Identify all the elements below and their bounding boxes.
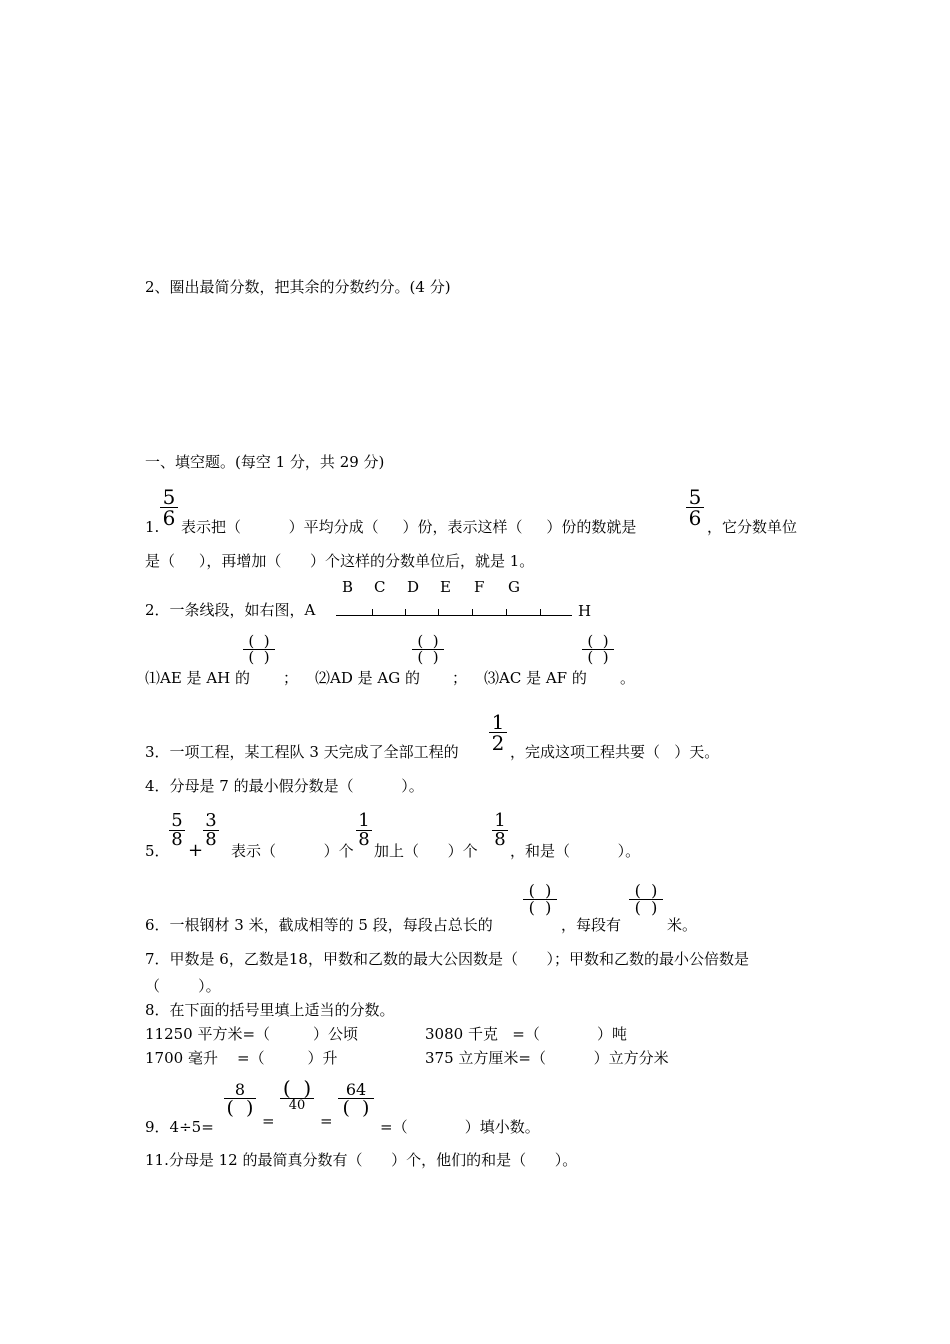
q1-fraction-b-numerator: 5 (688, 485, 702, 509)
q2-fraction-1-numerator[interactable]: ( ) (248, 632, 270, 650)
q3-text-a: 3．一项工程，某工程队 3 天完成了全部工程的 (145, 743, 459, 761)
q2-fraction-3-denominator[interactable]: ( ) (587, 648, 609, 666)
q9-text-b: =（ ）填小数。 (380, 1118, 540, 1136)
q6-fraction-1 (523, 883, 557, 916)
q9-fraction-3 (338, 1082, 374, 1118)
q2-part3: ⑶AC 是 AF 的 (484, 669, 587, 687)
q6-text-c: 米。 (667, 916, 698, 934)
q9-fraction-1-denominator[interactable]: ( ) (226, 1097, 254, 1119)
q5-fraction-3 (356, 812, 372, 849)
q8-row2-right: 375 立方厘米=（ ）立方分米 (425, 1049, 669, 1067)
q5-number: 5． (145, 842, 170, 860)
segment-tick-2 (405, 609, 406, 615)
q1-fraction-a-numerator: 5 (162, 485, 176, 509)
q5-plus: + (188, 840, 204, 861)
segment-tick-5 (506, 609, 507, 615)
q6-fraction-2-numerator[interactable]: ( ) (634, 881, 658, 900)
q8-row1-right: 3080 千克 =（ ）吨 (425, 1025, 628, 1043)
q3-fraction-denominator: 2 (491, 731, 505, 755)
point-label-c: C (374, 578, 386, 596)
q2-fraction-3-numerator[interactable]: ( ) (587, 632, 609, 650)
q5-text-b: 加上（ ）个 (374, 842, 478, 860)
segment-tick-4 (472, 609, 473, 615)
q9-fraction-3-denominator[interactable]: ( ) (342, 1097, 370, 1119)
q5-text-c: ，和是（ ）。 (510, 842, 641, 860)
q5-fraction-2-denominator: 8 (205, 829, 217, 850)
q3-text-b: ，完成这项工程共要（ ）天。 (510, 743, 720, 761)
point-label-e: E (440, 578, 451, 596)
q1-fraction-b (686, 487, 704, 528)
q5-fraction-3-denominator: 8 (358, 829, 370, 850)
q9-fraction-3-numerator: 64 (345, 1080, 367, 1099)
point-label-d: D (407, 578, 420, 596)
q7-line2: （ ）。 (145, 977, 221, 995)
q1-text-b: ，它分数单位 (707, 518, 798, 536)
q9-fraction-2 (280, 1078, 314, 1112)
q5-fraction-1-numerator: 5 (171, 810, 183, 831)
q8-title: 8．在下面的括号里填上适当的分数。 (145, 1001, 395, 1019)
point-label-b: B (342, 578, 354, 596)
q2-part3-end: 。 (620, 669, 636, 687)
q3-fraction-numerator: 1 (491, 710, 505, 734)
q8-row2-left: 1700 毫升 =（ ）升 (145, 1049, 338, 1067)
q9-equals-1: = (262, 1112, 275, 1130)
segment-tick-1 (372, 609, 373, 615)
q2-fraction-ad-ag (412, 634, 444, 665)
q2-text: 2．一条线段，如右图，A (145, 601, 316, 619)
q2-end-label: H (578, 602, 592, 620)
q5-fraction-1 (169, 812, 185, 849)
q5-fraction-4-denominator: 8 (494, 829, 506, 850)
q9-equals-2: = (320, 1112, 333, 1130)
q2-part1-end: ； (283, 669, 299, 687)
q6-text-a: 6．一根钢材 3 米，截成相等的 5 段，每段占总长的 (145, 916, 493, 934)
q2-circle-title: 2、圈出最简分数，把其余的分数约分。(4 分) (145, 278, 451, 296)
q9-fraction-2-numerator[interactable]: ( ) (282, 1076, 312, 1100)
q6-fraction-2-denominator[interactable]: ( ) (634, 898, 658, 917)
q5-fraction-2-numerator: 3 (205, 810, 217, 831)
q5-fraction-4 (492, 812, 508, 849)
point-label-f: F (474, 578, 485, 596)
q2-fraction-2-numerator[interactable]: ( ) (417, 632, 439, 650)
q6-fraction-1-denominator[interactable]: ( ) (528, 898, 552, 917)
q2-fraction-1-denominator[interactable]: ( ) (248, 648, 270, 666)
q9-fraction-1 (224, 1082, 256, 1118)
q2-part2: ⑵AD 是 AG 的 (315, 669, 420, 687)
q2-fraction-2-denominator[interactable]: ( ) (417, 648, 439, 666)
q4-text: 4．分母是 7 的最小假分数是（ ）。 (145, 777, 424, 795)
q8-row1-left: 11250 平方米=（ ）公顷 (145, 1025, 358, 1043)
q11-text: 11.分母是 12 的最简真分数有（ ）个，他们的和是（ ）。 (145, 1151, 578, 1169)
q5-fraction-1-denominator: 8 (171, 829, 183, 850)
q1-number: 1. (145, 518, 160, 536)
q1-text-a: 表示把（ ）平均分成（ ）份，表示这样（ ）份的数就是 (181, 518, 637, 536)
q3-fraction (489, 712, 507, 753)
q7-line1: 7．甲数是 6，乙数是18，甲数和乙数的最大公因数是（ ）；甲数和乙数的最小公倍数是 (145, 950, 750, 968)
q5-text-a: 表示（ ）个 (231, 842, 354, 860)
q5-fraction-4-numerator: 1 (494, 810, 506, 831)
segment-tick-3 (438, 609, 439, 615)
q6-fraction-2 (629, 883, 663, 916)
q5-fraction-2 (203, 812, 219, 849)
q1-fraction-a (160, 487, 178, 528)
q9-fraction-2-denominator: 40 (288, 1098, 306, 1113)
q9-fraction-1-numerator: 8 (234, 1080, 246, 1099)
q1-line2: 是（ ），再增加（ ）个这样的分数单位后，就是 1。 (145, 552, 535, 570)
q5-fraction-3-numerator: 1 (358, 810, 370, 831)
q1-fraction-a-denominator: 6 (162, 506, 176, 530)
q9-text-a: 9．4÷5= (145, 1118, 214, 1136)
q2-fraction-ae-ah (243, 634, 275, 665)
segment-tick-6 (540, 609, 541, 615)
q6-fraction-1-numerator[interactable]: ( ) (528, 881, 552, 900)
q2-fraction-ac-af (582, 634, 614, 665)
q1-fraction-b-denominator: 6 (688, 506, 702, 530)
section1-title: 一、填空题。(每空 1 分，共 29 分) (145, 453, 385, 471)
q2-part2-end: ； (452, 669, 468, 687)
q6-text-b: ，每段有 (561, 916, 622, 934)
q2-part1: ⑴AE 是 AH 的 (145, 669, 251, 687)
point-label-g: G (508, 578, 520, 596)
